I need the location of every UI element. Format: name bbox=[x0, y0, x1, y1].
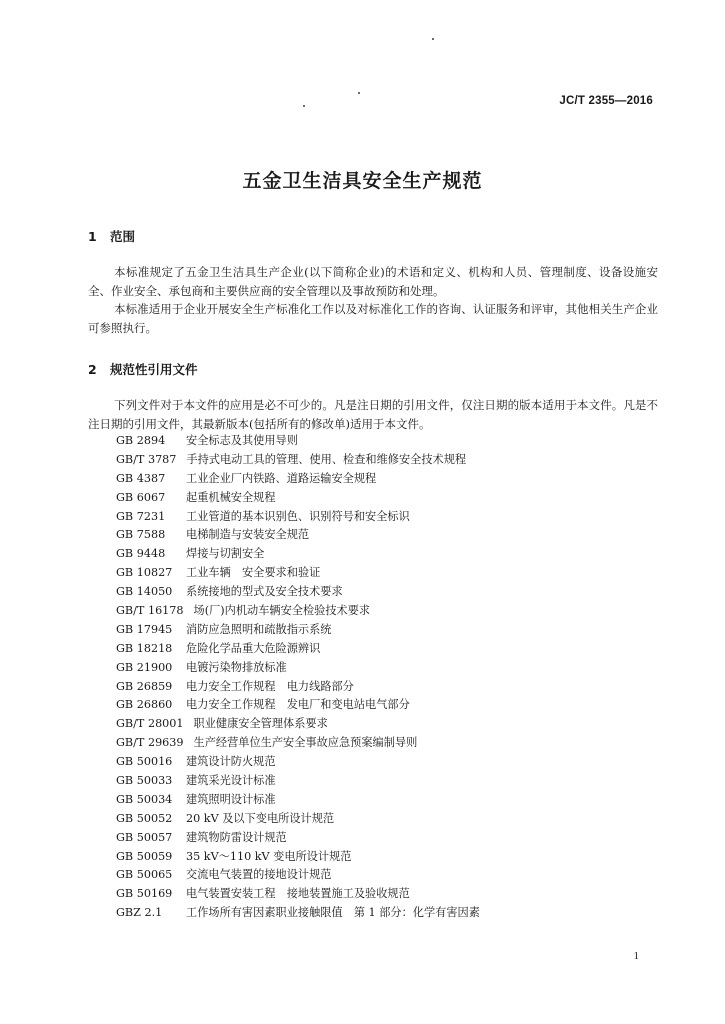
reference-item bbox=[116, 640, 676, 659]
section-1-paragraph-2: 本标准适用于企业开展安全生产标准化工作以及对标准化工作的咨询、认证服务和评审，其他相关生产企业可参照执行。 bbox=[88, 302, 658, 335]
reference-item bbox=[116, 829, 676, 848]
reference-title: 工业企业厂内铁路、道路运输安全规程 bbox=[186, 471, 377, 485]
reference-item bbox=[116, 866, 676, 885]
reference-title: 场(厂)内机动车辆安全检验技术要求 bbox=[193, 604, 371, 618]
reference-title: 安全标志及其使用导则 bbox=[186, 434, 298, 447]
reference-title: 建筑照明设计标准 bbox=[186, 792, 276, 806]
reference-code: GB 50059 bbox=[116, 849, 173, 863]
reference-code: GB 26859 bbox=[116, 679, 173, 693]
reference-code: GB 50034 bbox=[116, 792, 173, 806]
reference-code: GB 26860 bbox=[116, 698, 173, 712]
reference-title: 职业健康安全管理体系要求 bbox=[193, 717, 328, 731]
reference-title: 焊接与切割安全 bbox=[186, 547, 265, 561]
reference-code: GB 10827 bbox=[116, 566, 173, 580]
reference-code: GB 7588 bbox=[116, 528, 166, 542]
reference-title: 生产经营单位生产安全事故应急预案编制导则 bbox=[193, 736, 418, 750]
reference-code: GB 18218 bbox=[116, 641, 173, 655]
reference-title: 工作场所有害因素职业接触限值 第 1 部分：化学有害因素 bbox=[186, 906, 480, 920]
reference-code: GB 50016 bbox=[116, 755, 173, 769]
section-number: 1 bbox=[88, 229, 97, 244]
reference-title: 20 kV 及以下变电所设计规范 bbox=[186, 811, 335, 825]
reference-item bbox=[116, 696, 676, 715]
reference-item bbox=[116, 545, 676, 564]
reference-code: GB 2894 bbox=[116, 434, 166, 447]
reference-code: GB 50057 bbox=[116, 830, 173, 844]
reference-code: GB 50065 bbox=[116, 868, 173, 882]
reference-item bbox=[116, 715, 676, 734]
reference-title: 建筑采光设计标准 bbox=[186, 774, 276, 788]
reference-title: 交流电气装置的接地设计规范 bbox=[186, 868, 332, 882]
reference-title: 建筑设计防火规范 bbox=[186, 755, 276, 769]
reference-title: 电力安全工作规程 电力线路部分 bbox=[186, 679, 354, 693]
reference-item bbox=[116, 564, 676, 583]
reference-title: 电力安全工作规程 发电厂和变电站电气部分 bbox=[186, 698, 410, 712]
scan-speck bbox=[358, 92, 360, 94]
reference-title: 电气装置安装工程 接地装置施工及验收规范 bbox=[186, 887, 410, 901]
section-title: 范围 bbox=[110, 229, 136, 244]
reference-title: 危险化学品重大危险源辨识 bbox=[186, 641, 321, 655]
section-number: 2 bbox=[88, 362, 97, 377]
section-2-intro: 下列文件对于本文件的应用是必不可少的。凡是注日期的引用文件，仅注日期的版本适用于本文件。凡是不注日期的引用文件，其最新版本(包括所有的修改单)适用于本文件。 bbox=[88, 398, 658, 431]
section-1-paragraph-1: 本标准规定了五金卫生洁具生产企业(以下简称企业)的术语和定义、机构和人员、管理制度、设备设施安全、作业安全、承包商和主要供应商的安全管理以及事故预防和处理。 bbox=[88, 265, 658, 298]
reference-item bbox=[116, 470, 676, 489]
reference-code: GB 17945 bbox=[116, 622, 173, 636]
reference-code: GB 50052 bbox=[116, 811, 173, 825]
reference-code: GB/T 3787 bbox=[116, 452, 177, 466]
reference-code: GB 6067 bbox=[116, 490, 166, 504]
scan-speck bbox=[432, 38, 434, 40]
reference-item bbox=[116, 621, 676, 640]
reference-title: 建筑物防雷设计规范 bbox=[186, 830, 287, 844]
reference-item bbox=[116, 602, 676, 621]
reference-title: 电梯制造与安装安全规范 bbox=[186, 528, 310, 542]
reference-item bbox=[116, 904, 676, 923]
reference-code: GB 7231 bbox=[116, 509, 166, 523]
reference-item bbox=[116, 583, 676, 602]
scan-speck bbox=[303, 105, 305, 107]
reference-title: 工业车辆 安全要求和验证 bbox=[186, 566, 321, 580]
reference-item bbox=[116, 451, 676, 470]
reference-title: 工业管道的基本识别色、识别符号和安全标识 bbox=[186, 509, 410, 523]
reference-code: GB 14050 bbox=[116, 585, 173, 599]
reference-item bbox=[116, 432, 676, 451]
reference-item bbox=[116, 810, 676, 829]
reference-code: GB 50033 bbox=[116, 774, 173, 788]
reference-title: 系统接地的型式及安全技术要求 bbox=[186, 585, 343, 599]
reference-code: GB/T 28001 bbox=[116, 717, 184, 731]
reference-code: GB/T 29639 bbox=[116, 736, 184, 750]
reference-code: GB/T 16178 bbox=[116, 604, 184, 618]
reference-item bbox=[116, 772, 676, 791]
reference-item bbox=[116, 791, 676, 810]
section-title: 规范性引用文件 bbox=[110, 362, 198, 377]
reference-title: 起重机械安全规程 bbox=[186, 490, 276, 504]
page-number: 1 bbox=[633, 950, 639, 962]
reference-item bbox=[116, 659, 676, 678]
reference-code: GB 9448 bbox=[116, 547, 166, 561]
reference-code: GBZ 2.1 bbox=[116, 906, 163, 920]
reference-code: GB 21900 bbox=[116, 660, 173, 674]
reference-item bbox=[116, 848, 676, 867]
reference-item bbox=[116, 753, 676, 772]
reference-item bbox=[116, 489, 676, 508]
section-2-heading bbox=[88, 360, 198, 378]
reference-item bbox=[116, 734, 676, 753]
section-1-heading bbox=[88, 227, 135, 245]
reference-title: 消防应急照明和疏散指示系统 bbox=[186, 622, 332, 636]
reference-title: 电镀污染物排放标准 bbox=[186, 660, 287, 674]
reference-item bbox=[116, 526, 676, 545]
reference-title: 手持式电动工具的管理、使用、检查和维修安全技术规程 bbox=[186, 452, 467, 466]
standard-code: JC/T 2355—2016 bbox=[559, 95, 653, 107]
reference-code: GB 4387 bbox=[116, 471, 166, 485]
document-title: 五金卫生洁具安全生产规范 bbox=[242, 170, 483, 192]
reference-code: GB 50169 bbox=[116, 887, 173, 901]
reference-item bbox=[116, 678, 676, 697]
reference-title: 35 kV～110 kV 变电所设计规范 bbox=[186, 849, 352, 863]
reference-item bbox=[116, 885, 676, 904]
reference-item bbox=[116, 508, 676, 527]
reference-list bbox=[116, 432, 676, 923]
